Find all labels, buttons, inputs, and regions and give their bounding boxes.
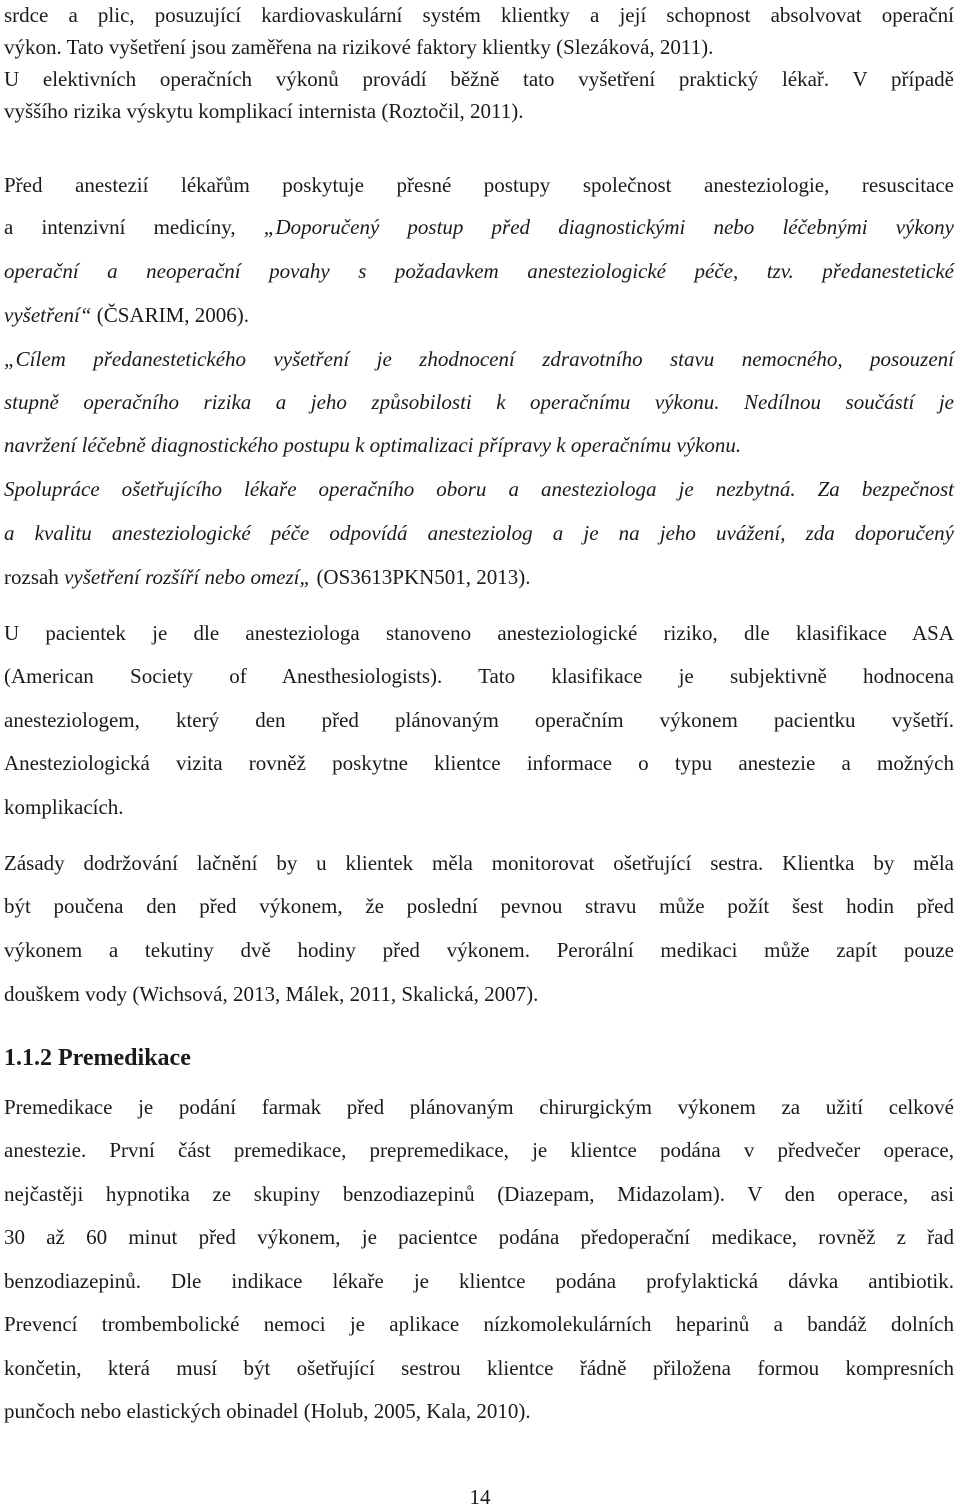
text-line: anestezie. První část premedikace, prepremedikace, je klientce podána v předvečer operace, [4, 1138, 954, 1162]
quote-line: Spolupráce ošetřujícího lékaře operačního oboru a anesteziologa je nezbytná. Za bezpečnost [4, 477, 954, 501]
text-line: U elektivních operačních výkonů provádí běžně tato vyšetření praktický lékař. V případě [4, 67, 954, 91]
text-line: srdce a plic, posuzující kardiovaskulární systém klientky a její schopnost absolvovat operační [4, 3, 954, 27]
text-run: (ČSARIM, 2006). [91, 303, 249, 327]
text-run: (OS3613PKN501, 2013). [311, 565, 531, 589]
text-line: Anesteziologická vizita rovněž poskytne klientce informace o typu anestezie a možných [4, 751, 954, 775]
text-line: benzodiazepinů. Dle indikace lékaře je klientce podána profylaktická dávka antibiotik. [4, 1269, 954, 1293]
text-line: výkon. Tato vyšetření jsou zaměřena na rizikové faktory klientky (Slezáková, 2011). [4, 35, 714, 59]
text-line: douškem vody (Wichsová, 2013, Málek, 2011, Skalická, 2007). [4, 982, 539, 1006]
text-line: Před anestezií lékařům poskytuje přesné postupy společnost anesteziologie, resuscitace [4, 173, 954, 197]
citation-title: vyšetření“ [4, 303, 92, 327]
quote-line: stupně operačního rizika a jeho způsobilosti k operačnímu výkonu. Nedílnou součástí je [4, 390, 954, 414]
quote-line: „Cílem předanestetického vyšetření je zhodnocení zdravotního stavu nemocného, posouzení [4, 347, 954, 371]
text-line: být poučena den před výkonem, že poslední pevnou stravu může požít šest hodin před [4, 894, 954, 918]
text-line: (American Society of Anesthesiologists). Tato klasifikace je subjektivně hodnocena [4, 664, 954, 688]
text-run: a intenzivní medicíny, [4, 215, 264, 239]
quote-run: vyšetření rozšíří nebo omezí„ [64, 565, 312, 589]
text-line: Prevencí trombembolické nemoci je aplikace nízkomolekulárních heparinů a bandáž dolních [4, 1312, 954, 1336]
text-line: výkonem a tekutiny dvě hodiny před výkonem. Perorální medikaci může zapít pouze [4, 938, 954, 962]
text-line: vyššího rizika výskytu komplikací internista (Roztočil, 2011). [4, 99, 524, 123]
section-heading: 1.1.2 Premedikace [4, 1045, 191, 1071]
text-line: Zásady dodržování lačnění by u klientek měla monitorovat ošetřující sestra. Klientka by měla [4, 851, 954, 875]
text-line: anesteziologem, který den před plánovaným operačním výkonem pacientku vyšetří. [4, 708, 954, 732]
page-number: 14 [469, 1485, 491, 1509]
quote-line: navržení léčebně diagnostického postupu k optimalizaci přípravy k operačnímu výkonu. [4, 433, 742, 457]
text-line: komplikacích. [4, 795, 124, 819]
text-line [4, 300, 954, 330]
text-line: operační a neoperační povahy s požadavkem anesteziologické péče, tzv. předanestetické [4, 259, 954, 283]
text-line [4, 562, 954, 592]
text-line: končetin, která musí být ošetřující sestrou klientce řádně přiložena formou kompresních [4, 1356, 954, 1380]
text-line: punčoch nebo elastických obinadel (Holub, 2005, Kala, 2010). [4, 1399, 531, 1423]
text-line: U pacientek je dle anesteziologa stanoveno anesteziologické riziko, dle klasifikace ASA [4, 621, 954, 645]
text-run: rozsah [4, 565, 65, 589]
quote-line: a kvalitu anesteziologické péče odpovídá anesteziolog a je na jeho uvážení, zda doporučený [4, 521, 954, 545]
citation-title: „Doporučený postup před diagnostickými nebo léčebnými výkony [263, 215, 954, 239]
text-line: Premedikace je podání farmak před plánovaným chirurgickým výkonem za užití celkové [4, 1095, 954, 1119]
text-line: 30 až 60 minut před výkonem, je pacientce podána předoperační medikace, rovněž z řad [4, 1225, 954, 1249]
text-line: nejčastěji hypnotika ze skupiny benzodiazepinů (Diazepam, Midazolam). V den operace, asi [4, 1182, 954, 1206]
text-line [4, 212, 954, 242]
